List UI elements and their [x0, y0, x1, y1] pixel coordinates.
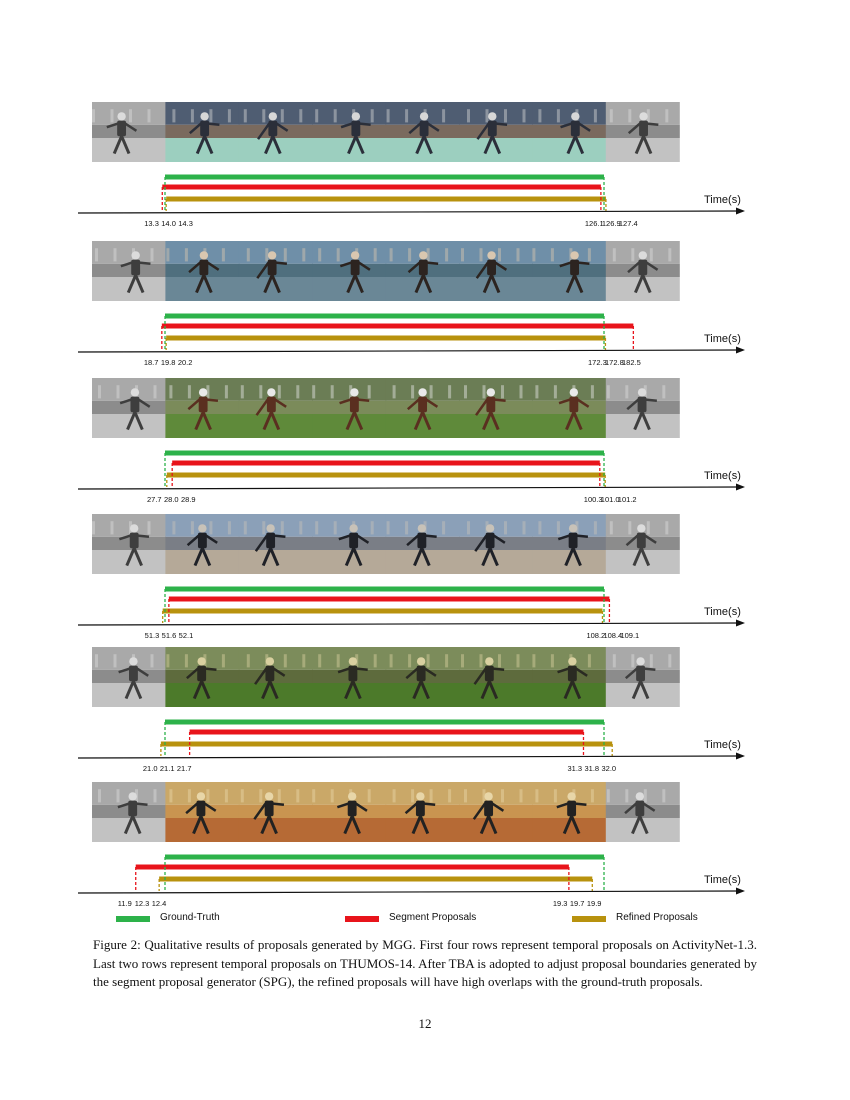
tick-label: 101.2: [617, 495, 637, 504]
video-frame-4: [312, 241, 386, 301]
time-axis-label: Time(s): [704, 606, 741, 618]
tick-label: 14.3: [178, 219, 193, 228]
video-frame-3: [239, 102, 313, 162]
video-frame-6: [459, 647, 533, 707]
video-frame-6: [459, 378, 533, 438]
figure-caption: Figure 2: Qualitative results of proposals generated by MGG. First four rows represent temporal proposals on ActivityNet-1.3. Last two rows represent temporal proposals on THUMOS-14. After TBA is adopted to adjust proposal boundaries generated by the segment proposal generator (SPG), the refined proposals will have high overlaps with the ground-truth proposals.: [93, 937, 757, 989]
video-frame-3: [239, 647, 313, 707]
segment-proposal-bar: [136, 865, 569, 870]
refined-proposal-bar: [161, 742, 612, 747]
time-axis: [78, 623, 739, 625]
segment-proposal-bar: [190, 730, 584, 735]
video-frame-8: [606, 241, 680, 301]
video-frame-1: [92, 241, 166, 301]
video-frame-3: [239, 782, 313, 842]
video-frame-8: [606, 514, 680, 574]
video-frame-5: [386, 378, 460, 438]
tick-label: 21.1: [159, 764, 175, 773]
video-frame-6: [459, 514, 533, 574]
tick-label: 11.9: [117, 899, 132, 908]
video-frame-2: [165, 241, 239, 301]
video-frame-8: [606, 378, 680, 438]
segment-proposal-bar: [172, 461, 600, 466]
tick-label: 182.5: [622, 358, 641, 367]
video-frame-7: [532, 241, 606, 301]
ground-truth-bar: [165, 175, 604, 180]
ground-truth-bar: [165, 855, 604, 860]
ground-truth-swatch: [116, 916, 150, 922]
video-frame-6: [459, 782, 533, 842]
tick-label: 51.6: [161, 631, 177, 640]
segment-proposal-bar: [162, 324, 634, 329]
tick-label: 12.3: [134, 899, 150, 908]
video-frame-7: [532, 378, 606, 438]
tick-label: 126.1: [584, 219, 604, 228]
time-axis-label: Time(s): [704, 739, 741, 751]
tick-label: 31.3: [567, 764, 583, 773]
video-frame-8: [606, 102, 680, 162]
video-frame-5: [386, 102, 460, 162]
video-frame-6: [459, 241, 533, 301]
time-axis-arrow: [736, 888, 745, 895]
video-frame-7: [532, 647, 606, 707]
proposal-row-6: [78, 782, 745, 908]
frame-strip: [92, 102, 680, 162]
tick-label: 101.0: [600, 495, 620, 504]
video-frame-3: [239, 378, 313, 438]
refined-proposal-bar: [167, 473, 605, 478]
video-frame-5: [386, 514, 460, 574]
time-axis-label: Time(s): [704, 194, 741, 206]
tick-label: 109.1: [620, 631, 640, 640]
time-axis-label: Time(s): [704, 874, 741, 886]
time-axis: [78, 756, 739, 758]
tick-label: 108.4: [603, 631, 623, 640]
video-frame-2: [165, 782, 239, 842]
refined-proposal-bar: [166, 336, 605, 341]
time-axis-arrow: [736, 620, 745, 627]
tick-label: 32.0: [601, 764, 617, 773]
ground-truth-bar: [165, 587, 604, 592]
video-frame-2: [165, 647, 239, 707]
video-frame-7: [532, 514, 606, 574]
frame-strip: [92, 647, 680, 707]
segment-proposals-swatch: [345, 916, 379, 922]
video-frame-1: [92, 102, 166, 162]
video-frame-5: [386, 647, 460, 707]
tick-label: 27.7: [147, 495, 162, 504]
frame-strip: [92, 378, 680, 438]
time-axis-arrow: [736, 208, 745, 215]
proposal-row-3: [78, 378, 745, 504]
tick-label: 172.3: [588, 358, 607, 367]
tick-label: 20.2: [177, 358, 193, 367]
time-axis: [78, 211, 739, 213]
tick-label: 31.8: [584, 764, 600, 773]
refined-proposals-label: Refined Proposals: [616, 912, 698, 923]
video-frame-2: [165, 102, 239, 162]
proposal-row-4: [78, 514, 745, 640]
tick-label: 52.1: [178, 631, 194, 640]
ground-truth-bar: [165, 451, 604, 456]
tick-label: 28.9: [181, 495, 196, 504]
time-axis-label: Time(s): [704, 470, 741, 482]
tick-label: 19.7: [569, 899, 585, 908]
tick-label: 13.3: [144, 219, 159, 228]
ground-truth-bar: [165, 720, 604, 725]
tick-label: 127.4: [618, 219, 638, 228]
time-axis: [78, 350, 739, 352]
time-axis-label: Time(s): [704, 333, 741, 345]
video-frame-4: [312, 647, 386, 707]
tick-label: 19.8: [160, 358, 176, 367]
tick-label: 126.9: [601, 219, 621, 228]
video-frame-3: [239, 514, 313, 574]
video-frame-1: [92, 647, 166, 707]
frame-strip: [92, 241, 680, 301]
segment-proposal-bar: [169, 597, 610, 602]
video-frame-5: [386, 241, 460, 301]
refined-proposal-bar: [163, 609, 603, 614]
time-axis-arrow: [736, 753, 745, 760]
video-frame-4: [312, 514, 386, 574]
refined-proposals-swatch: [572, 916, 606, 922]
frame-strip: [92, 514, 680, 574]
video-frame-6: [459, 102, 533, 162]
page-number: 12: [418, 1016, 432, 1031]
tick-label: 19.9: [586, 899, 602, 908]
tick-label: 100.3: [583, 495, 603, 504]
proposal-row-1: [78, 102, 745, 228]
segment-proposal-bar: [162, 185, 601, 190]
video-frame-8: [606, 647, 680, 707]
ground-truth-label: Ground-Truth: [160, 912, 220, 923]
video-frame-1: [92, 782, 166, 842]
ground-truth-bar: [165, 314, 604, 319]
tick-label: 21.7: [176, 764, 192, 773]
tick-label: 51.3: [144, 631, 160, 640]
proposal-row-2: [78, 241, 745, 367]
time-axis-arrow: [736, 347, 745, 354]
video-frame-2: [165, 378, 239, 438]
tick-label: 28.0: [164, 495, 179, 504]
tick-label: 14.0: [161, 219, 176, 228]
tick-label: 19.3: [552, 899, 568, 908]
video-frame-7: [532, 102, 606, 162]
tick-label: 108.2: [586, 631, 606, 640]
time-axis: [78, 487, 739, 489]
video-frame-8: [606, 782, 680, 842]
video-frame-4: [312, 378, 386, 438]
proposal-row-5: [78, 647, 745, 773]
video-frame-4: [312, 782, 386, 842]
time-axis-arrow: [736, 484, 745, 491]
tick-label: 172.8: [605, 358, 624, 367]
video-frame-5: [386, 782, 460, 842]
segment-proposals-label: Segment Proposals: [389, 912, 477, 923]
tick-label: 18.7: [143, 358, 159, 367]
video-frame-1: [92, 378, 166, 438]
video-frame-7: [532, 782, 606, 842]
refined-proposal-bar: [166, 197, 606, 202]
tick-label: 21.0: [142, 764, 158, 773]
video-frame-3: [239, 241, 313, 301]
video-frame-4: [312, 102, 386, 162]
refined-proposal-bar: [159, 877, 592, 882]
frame-strip: [92, 782, 680, 842]
video-frame-2: [165, 514, 239, 574]
tick-label: 12.4: [151, 899, 167, 908]
time-axis: [78, 891, 739, 893]
video-frame-1: [92, 514, 166, 574]
